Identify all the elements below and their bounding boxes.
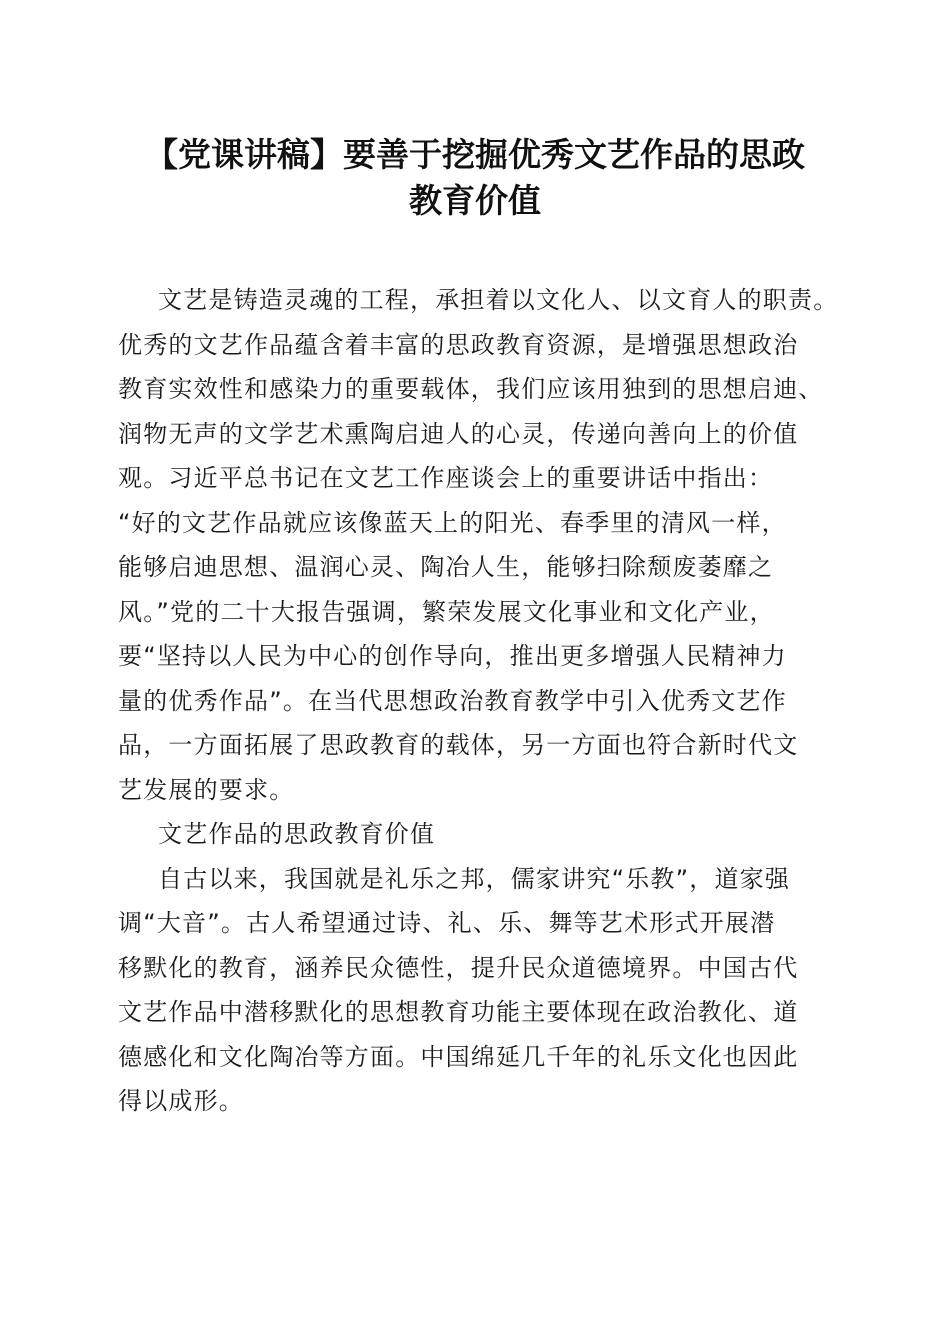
paragraph-1-line: 要“坚持以人民为中心的创作导向，推出更多增强人民精神力 — [118, 642, 787, 670]
paragraph-2-line: 移默化的教育，涵养民众德性，提升民众道德境界。中国古代 — [118, 953, 799, 982]
paragraph-1-line: 艺发展的要求。 — [118, 775, 295, 804]
paragraph-2-line: 得以成形。 — [118, 1087, 244, 1115]
paragraph-1-line: 润物无声的文学艺术熏陶启迪人的心灵，传递向善向上的价值 — [118, 419, 799, 448]
paragraph-1-line: 品，一方面拓展了思政教育的载体，另一方面也符合新时代文 — [118, 731, 799, 759]
paragraph-1-line: 量的优秀作品”。在当代思想政治教育教学中引入优秀文艺作 — [118, 686, 787, 715]
title-line: 【党课讲稿】要善于挖掘优秀文艺作品的思政 — [145, 135, 805, 174]
paragraph-1-line: 观。习近平总书记在文艺工作座谈会上的重要讲话中指出： — [118, 464, 774, 492]
paragraph-2-line: 调“大音”。古人希望通过诗、礼、乐、舞等艺术形式开展潜 — [118, 909, 776, 937]
paragraph-1-line: 文艺是铸造灵魂的工程，承担着以文化人、以文育人的职责。 — [158, 286, 839, 314]
paragraph-1-line: “好的文艺作品就应该像蓝天上的阳光、春季里的清风一样， — [118, 508, 787, 537]
title-line: 教育价值 — [409, 181, 541, 220]
paragraph-1-line: 优秀的文艺作品蕴含着丰富的思政教育资源，是增强思想政治 — [118, 330, 799, 359]
paragraph-1-line: 风。”党的二十大报告强调，繁荣发展文化事业和文化产业， — [118, 597, 775, 626]
document-title — [100, 132, 850, 224]
paragraph-2-line: 文艺作品中潜移默化的思想教育功能主要体现在政治教化、道 — [118, 998, 799, 1026]
paragraph-1-line: 能够启迪思想、温润心灵、陶冶人生，能够扫除颓废萎靡之 — [118, 553, 774, 581]
paragraph-2-line: 德感化和文化陶冶等方面。中国绵延几千年的礼乐文化也因此 — [118, 1042, 799, 1071]
paragraph-1-line: 教育实效性和感染力的重要载体，我们应该用独到的思想启迪、 — [118, 375, 824, 403]
document-body — [118, 278, 838, 1124]
paragraph-2-line: 自古以来，我国就是礼乐之邦，儒家讲究“乐教”，道家强 — [158, 864, 791, 893]
section-heading: 文艺作品的思政教育价值 — [158, 820, 436, 848]
